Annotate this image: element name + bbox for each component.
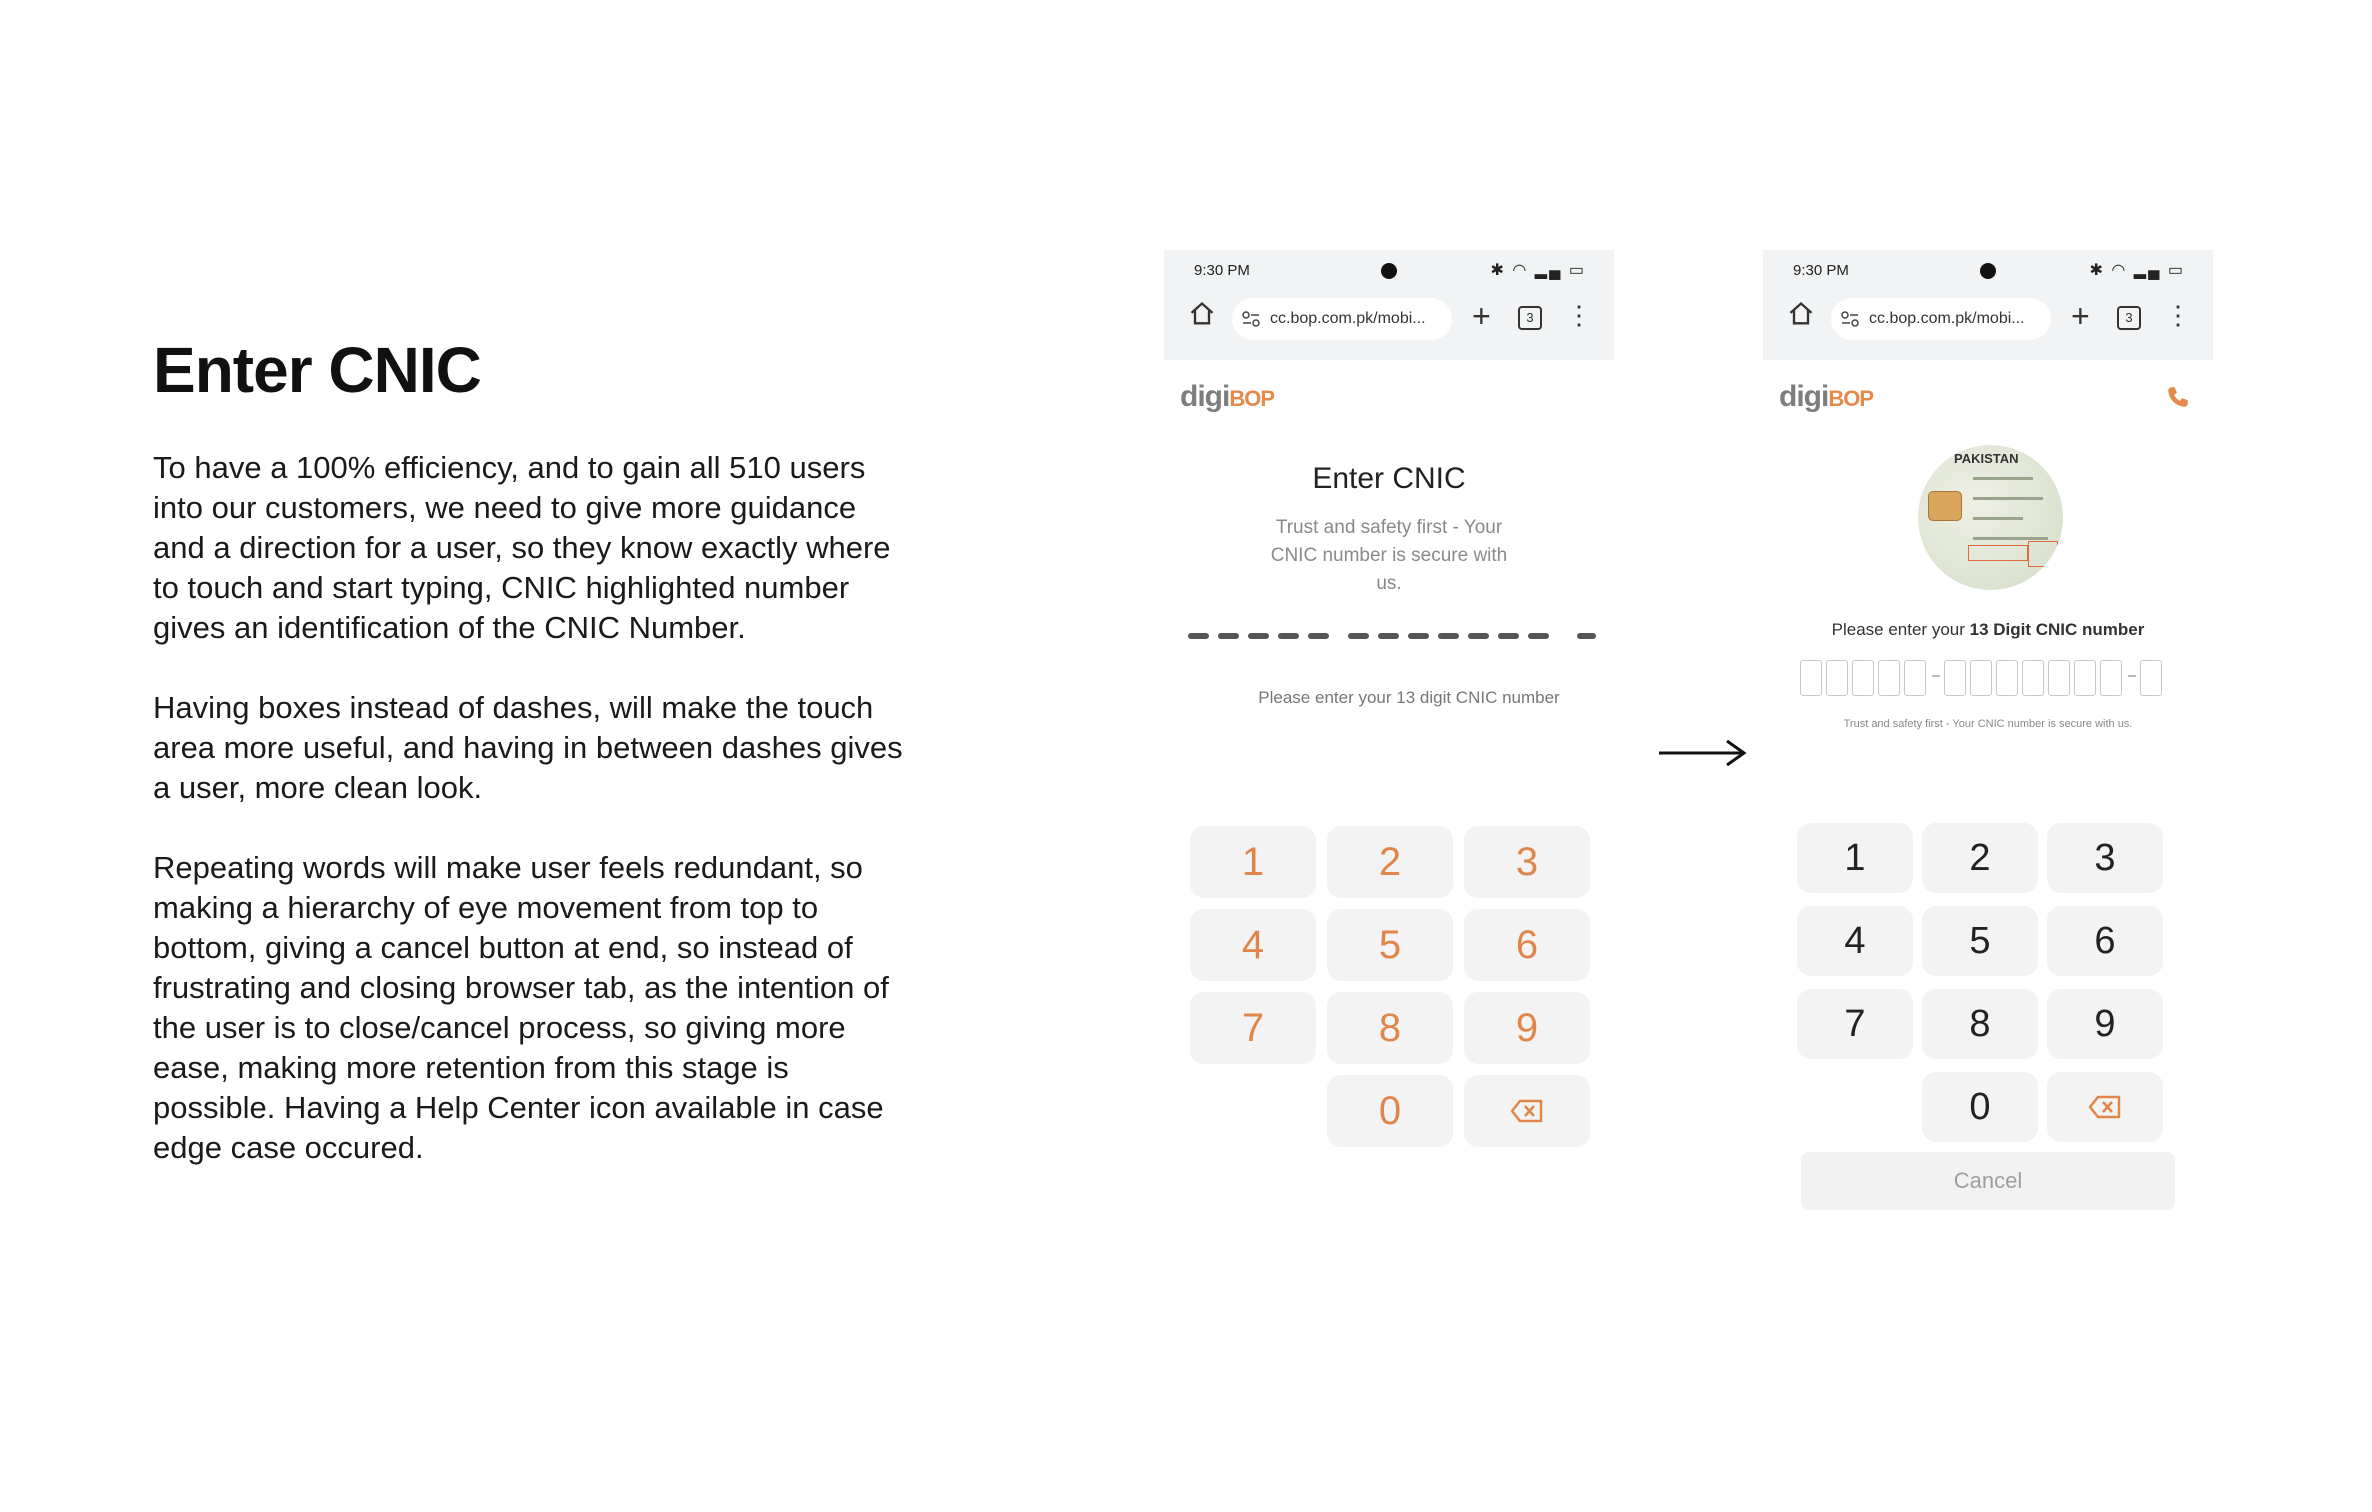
key-4[interactable]: 4 (1190, 909, 1316, 981)
paragraph-guidance: To have a 100% efficiency, and to gain all 510 users into our customers, we need to give more guidance and a direction for a user, so they know exactly where to touch and start typing, CNIC highlighted number gives an identification of the CNIC Number. (153, 450, 891, 645)
key-0[interactable]: 0 (1922, 1072, 2038, 1142)
tabs-icon[interactable]: 3 (2117, 306, 2141, 330)
arrow-right-icon (1659, 738, 1747, 768)
key-7[interactable]: 7 (1797, 989, 1913, 1059)
status-icons: ✱ ◠ ▂▄ ▭ (2089, 262, 2185, 279)
digit-box[interactable] (1944, 660, 1966, 696)
status-time: 9:30 PM (1194, 262, 1250, 279)
url-text: cc.bop.com.pk/mobi... (1869, 310, 2025, 327)
key-4[interactable]: 4 (1797, 906, 1913, 976)
plus-icon[interactable]: + (1472, 298, 1491, 334)
logo: digiBOP (1180, 380, 1275, 413)
digit-box[interactable] (1996, 660, 2018, 696)
more-vert-icon[interactable]: ⋮ (1566, 300, 1592, 330)
trust-text: Trust and safety first - Your CNIC number is secure with us. (1843, 718, 2133, 730)
paragraph-boxes: Having boxes instead of dashes, will make the touch area more useful, and having in between dashes gives a user, more clean look. (153, 690, 903, 805)
key-8[interactable]: 8 (1922, 989, 2038, 1059)
digit-box[interactable] (2048, 660, 2070, 696)
backspace-icon (2088, 1095, 2122, 1119)
more-vert-icon[interactable]: ⋮ (2165, 300, 2191, 330)
card-highlight-date (2028, 541, 2058, 567)
card-line (1973, 477, 2033, 480)
status-icons: ✱ ◠ ▂▄ ▭ (1490, 262, 1586, 279)
key-9[interactable]: 9 (2047, 989, 2163, 1059)
backspace-key[interactable] (1464, 1075, 1590, 1147)
tune-icon[interactable] (1242, 311, 1260, 327)
digit-box[interactable] (2074, 660, 2096, 696)
tabs-icon[interactable]: 3 (1518, 306, 1542, 330)
key-1[interactable]: 1 (1190, 826, 1316, 898)
url-text: cc.bop.com.pk/mobi... (1270, 310, 1426, 327)
digit-box[interactable] (1800, 660, 1822, 696)
box-separator (1932, 675, 1940, 677)
cnic-card-illustration (1918, 445, 2063, 590)
camera-dot (1381, 263, 1397, 279)
status-time: 9:30 PM (1793, 262, 1849, 279)
screen-subtitle: Trust and safety first - Your CNIC number is secure with us. (1270, 517, 1508, 594)
digit-box[interactable] (2022, 660, 2044, 696)
cancel-button[interactable]: Cancel (1801, 1152, 2175, 1210)
key-8[interactable]: 8 (1327, 992, 1453, 1064)
card-title: PAKISTAN (1954, 451, 2019, 466)
digit-box[interactable] (2140, 660, 2162, 696)
browser-chrome (1763, 250, 2213, 360)
digit-box[interactable] (2100, 660, 2122, 696)
cnic-hint: Please enter your 13 digit CNIC number (1258, 688, 1560, 707)
address-bar[interactable] (1831, 298, 2051, 340)
key-9[interactable]: 9 (1464, 992, 1590, 1064)
key-6[interactable]: 6 (2047, 906, 2163, 976)
key-7[interactable]: 7 (1190, 992, 1316, 1064)
tune-icon[interactable] (1841, 311, 1859, 327)
phone-icon[interactable] (2165, 384, 2191, 410)
box-separator (2128, 675, 2136, 677)
key-1[interactable]: 1 (1797, 823, 1913, 893)
key-6[interactable]: 6 (1464, 909, 1590, 981)
card-line (1973, 517, 2023, 520)
key-3[interactable]: 3 (2047, 823, 2163, 893)
address-bar[interactable] (1232, 298, 1452, 340)
key-0[interactable]: 0 (1327, 1075, 1453, 1147)
digit-box[interactable] (1826, 660, 1848, 696)
backspace-key[interactable] (2047, 1072, 2163, 1142)
digit-box[interactable] (1852, 660, 1874, 696)
card-line (1973, 537, 2048, 540)
home-icon[interactable] (1787, 300, 1815, 328)
digit-box[interactable] (1904, 660, 1926, 696)
key-5[interactable]: 5 (1327, 909, 1453, 981)
paragraph-hierarchy: Repeating words will make user feels redundant, so making a hierarchy of eye movement from top to bottom, giving a cancel button at end, so instead of frustrating and closing browser tab, as the intention of the user is to close/cancel process, so giving more ease, making more retention from this stage is possible. Having a Help Center icon available in case edge case occured. (153, 850, 889, 1165)
page-title: Enter CNIC (153, 334, 481, 406)
home-icon[interactable] (1188, 300, 1216, 328)
plus-icon[interactable]: + (2071, 298, 2090, 334)
cnic-dash-input[interactable] (1188, 632, 1608, 640)
backspace-icon (1510, 1099, 1544, 1123)
camera-dot (1980, 263, 1996, 279)
card-highlight-number (1968, 545, 2028, 561)
logo: digiBOP (1779, 380, 1874, 413)
card-line (1973, 497, 2043, 500)
digit-box[interactable] (1970, 660, 1992, 696)
digit-box[interactable] (1878, 660, 1900, 696)
browser-chrome (1164, 250, 1614, 360)
key-2[interactable]: 2 (1922, 823, 2038, 893)
screen-title: Enter CNIC (1312, 462, 1466, 495)
key-2[interactable]: 2 (1327, 826, 1453, 898)
key-3[interactable]: 3 (1464, 826, 1590, 898)
phone-new-design (1763, 250, 2213, 1235)
cnic-prompt: Please enter your 13 Digit CNIC number (1831, 620, 2145, 639)
key-5[interactable]: 5 (1922, 906, 2038, 976)
phone-old-design (1164, 250, 1614, 1235)
card-chip (1928, 491, 1962, 521)
